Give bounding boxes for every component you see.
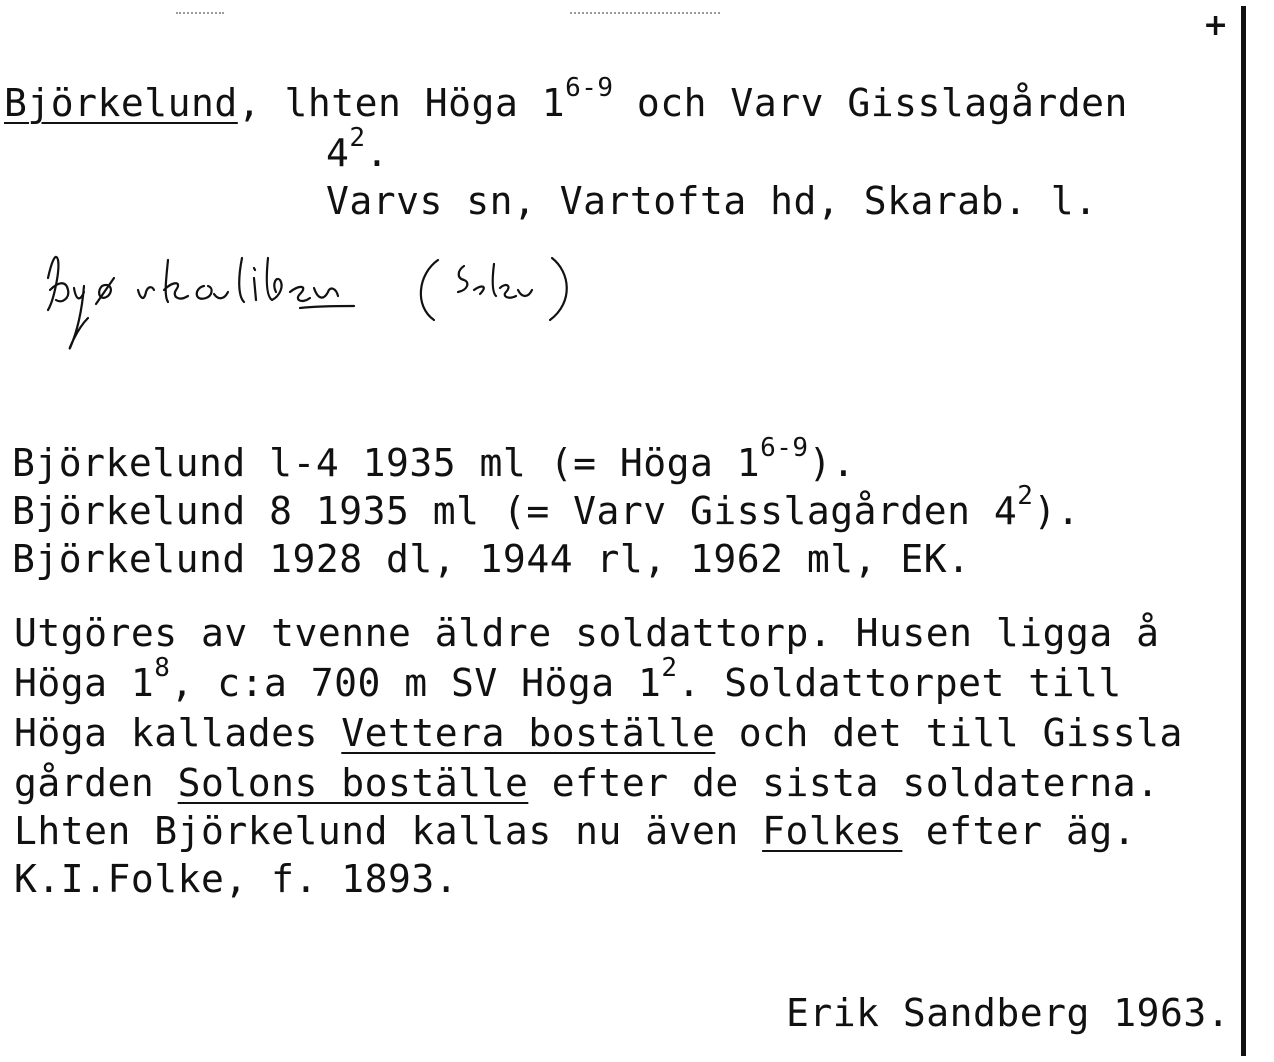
description-line-1: Utgöres av tvenne äldre soldattorp. Husen ligga å: [14, 611, 1160, 655]
record-3: Björkelund 1928 dl, 1944 rl, 1962 ml, EK.: [12, 537, 971, 581]
description-line-3: Höga kallades Vettera boställe och det till Gissla: [14, 711, 1183, 755]
description-line-5: Lhten Björkelund kallas nu även Folkes efter äg.: [14, 809, 1137, 853]
record-2: Björkelund 8 1935 ml (= Varv Gisslagården $4^2$).: [12, 481, 1081, 533]
heading-line-1: Björkelund, lhten Höga 1$^{6-9}$ och Varv Gisslagården: [4, 73, 1128, 125]
place-name: Björkelund: [4, 81, 238, 125]
description-line-2: Höga $1^8$, c:a 700 m SV Höga $1^2$. Soldattorpet till: [14, 653, 1122, 705]
plus-mark: +: [1203, 8, 1229, 43]
heading-location: Varvs sn, Vartofta hd, Skarab. l.: [326, 179, 1098, 223]
description-line-4: gården Solons boställe efter de sista soldaterna.: [14, 761, 1160, 805]
underlined-name: Vettera boställe: [341, 711, 716, 755]
heading-line-2: $4^2$.: [326, 123, 389, 175]
underlined-name: Solons boställe: [177, 761, 529, 805]
card-edge-line: [1241, 6, 1246, 1056]
dotted-mark: [176, 12, 224, 14]
signature: Erik Sandberg 1963.: [786, 991, 1231, 1035]
handwritten-note: [18, 230, 598, 360]
description-line-6: K.I.Folke, f. 1893.: [14, 857, 459, 901]
dotted-mark: [570, 12, 720, 14]
underlined-name: Folkes: [762, 809, 903, 853]
record-1: Björkelund l-4 1935 ml (= Höga 1$^{6-9}$).: [12, 433, 856, 485]
